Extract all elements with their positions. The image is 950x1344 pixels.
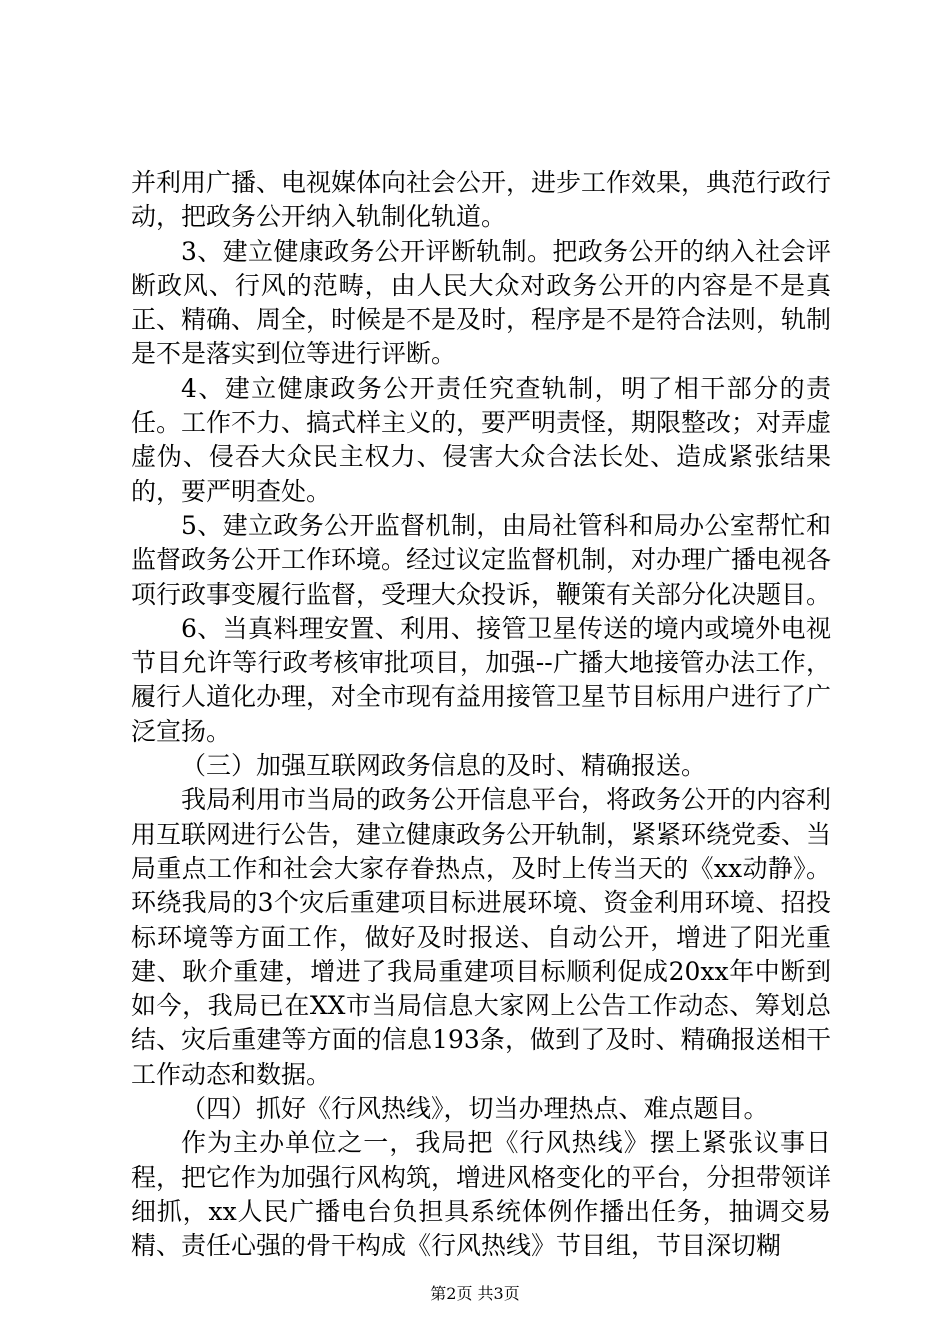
section-heading-3: （三）加强互联网政务信息的及时、精确报送。 [181, 751, 707, 781]
paragraph-continuation: 并利用广播、电视媒体向社会公开，进步工作效果，典范行政行动，把政务公开纳入轨制化轨道。 [131, 168, 832, 232]
page-number-label: 第2页 共3页 [430, 1284, 520, 1303]
paragraph-item-5: 5、建立政务公开监督机制，由局社管科和局办公室帮忙和监督政务公开工作环境。经过议定监督机制，对办理广播电视各项行政事变履行监督，受理大众投诉，鞭策有关部分化决题目。 [131, 510, 832, 609]
paragraph-item-4: 4、建立健康政务公开责任究查轨制，明了相干部分的责任。工作不力、搞式样主义的，要严明责怪，期限整改；对弄虚虚伪、侵吞大众民主权力、侵害大众合法长处、造成紧张结果的，要严明查处。 [131, 373, 832, 506]
paragraph-item-6: 6、当真料理安置、利用、接管卫星传送的境内或境外电视节目允许等行政考核审批项目，加强--广播大地接管办法工作，履行人道化办理，对全市现有益用接管卫星节目标用户进行了广泛宣扬。 [131, 613, 832, 746]
document-body [131, 166, 831, 1264]
paragraph-section-4-body: 作为主办单位之一，我局把《行风热线》摆上紧张议事日程，把它作为加强行风构筑，增进风格变化的平台，分担带领详细抓，xx人民广播电台负担具系统体例作播出任务，抽调交易精、责任心强的骨干构成《行风热线》节目组，节目深切糊 [131, 1128, 832, 1261]
paragraph-item-3: 3、建立健康政务公开评断轨制。把政务公开的纳入社会评断政风、行风的范畴，由人民大众对政务公开的内容是不是真正、精确、周全，时候是不是及时，程序是不是符合法则，轨制是不是落实到位等进行评断。 [131, 236, 832, 369]
paragraph-section-3-body: 我局利用市当局的政务公开信息平台，将政务公开的内容利用互联网进行公告，建立健康政务公开轨制，紧紧环绕党委、当局重点工作和社会大家存眷热点，及时上传当天的《xx动静》。环绕我局的3个灾后重建项目标进展环境、资金利用环境、招投标环境等方面工作，做好及时报送、自动公开，增进了阳光重建、耿介重建，增进了我局重建项目标顺利促成20xx年中断到如今，我局已在XX市当局信息大家网上公告工作动态、筹划总结、灾后重建等方面的信息193条，做到了及时、精确报送相干工作动态和数据。 [131, 785, 832, 1089]
section-heading-4: （四）抓好《行风热线》，切当办理热点、难点题目。 [181, 1094, 769, 1124]
page-footer [0, 1284, 950, 1304]
